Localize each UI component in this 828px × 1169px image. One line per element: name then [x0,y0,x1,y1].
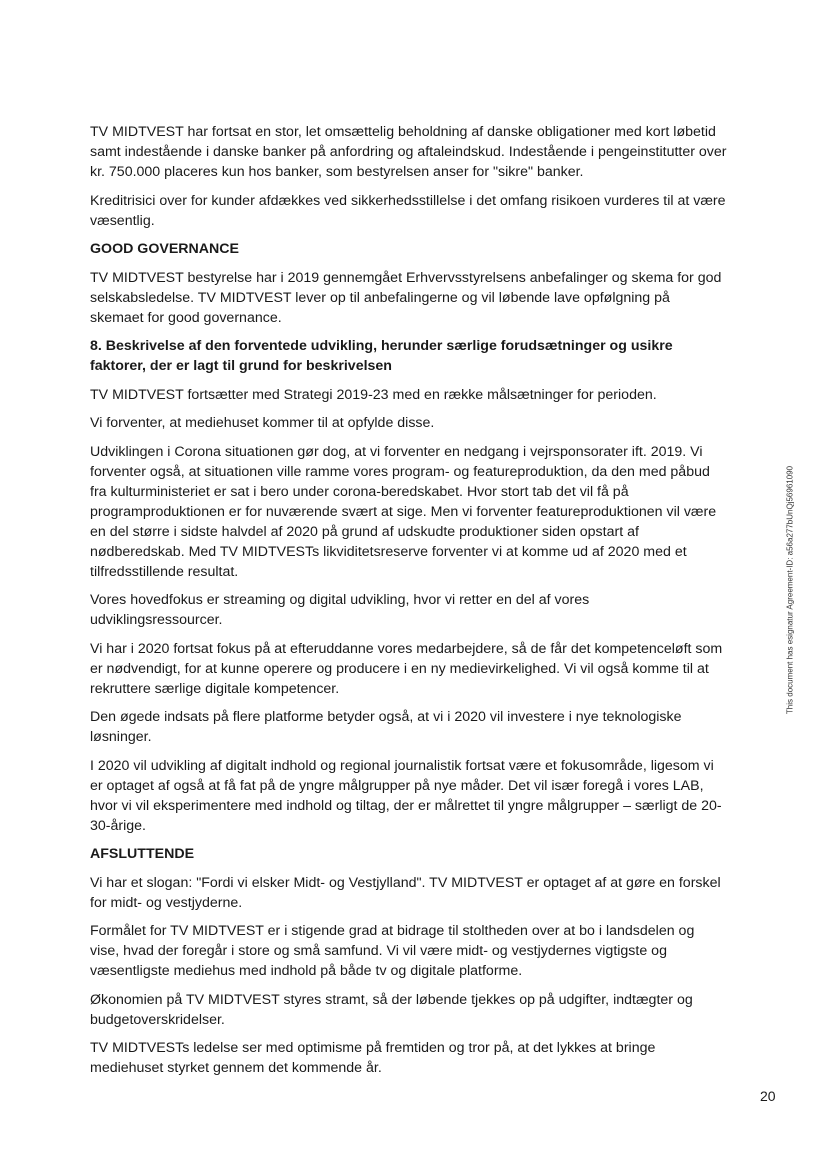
text-line: 30-årige. [90,817,146,834]
text-line: rekruttere særlige digitale kompetencer. [90,680,340,697]
text-line: for midt- og vestjyderne. [90,894,243,911]
text-line: AFSLUTTENDE [90,846,195,862]
text-line: TV MIDTVEST bestyrelse har i 2019 gennemgået Erhvervsstyrelsens anbefalinger og skema for god [90,269,722,286]
document-page [90,122,770,1087]
text-line: I 2020 vil udvikling af digitalt indhold og regional journalistik fortsat være et fokusområde, ligesom vi [90,757,714,774]
paragraph [90,385,770,405]
paragraph [90,990,770,1030]
text-line: udviklingsressourcer. [90,612,223,628]
text-line: Udviklingen i Corona situationen gør dog, at vi forventer en nedgang i vejrsponsorater ift. 2019. Vi [90,443,703,460]
text-line: programproduktionen er for nuværende svært at sige. Men vi forventer featureproduktionen vil være [90,503,717,520]
text-line: væsentlig. [90,212,155,229]
text-line: forventer også, at situationen ville ramme vores program- og featureproduktion, da den med påbud [90,463,710,480]
paragraph [90,413,770,433]
text-line: mediehuset styrket gennem det kommende år. [90,1060,382,1076]
text-line: Formålet for TV MIDTVEST er i stigende grad at bidrage til stoltheden over at bo i landsdelen og [90,923,695,939]
paragraph [90,707,770,747]
paragraph [90,442,770,582]
text-line: løsninger. [90,729,152,745]
text-line: Vores hovedfokus er streaming og digital udvikling, hvor vi retter en del af vores [90,592,590,608]
paragraph [90,122,770,182]
text-line: selskabsledelse. TV MIDTVEST lever op til anbefalingerne og vil løbende lave opfølgning på [90,289,670,306]
text-line: væsentligste mediehus med indhold på både tv og digitale platforme. [90,963,523,979]
text-line: er nødvendigt, for at kunne operere og producere i en ny medievirkelighed. Vi vil også komme til at [90,660,709,677]
section-heading [90,336,770,376]
text-line: TV MIDTVEST fortsætter med Strategi 2019-23 med en række målsætninger for perioden. [90,386,657,403]
paragraph [90,268,770,328]
text-line: Den øgede indsats på flere platforme betyder også, at vi i 2020 vil investere i nye teknologiske [90,709,682,725]
section-heading [90,844,770,864]
paragraph [90,191,770,231]
text-line: GOOD GOVERNANCE [90,241,239,257]
paragraph [90,873,770,913]
text-line: hvor vi vil eksperimentere med indhold og tiltag, der er målrettet til yngre målgrupper – særligt de 20- [90,797,722,814]
text-line: Kreditrisici over for kunder afdækkes ved sikkerhedsstillelse i det omfang risikoen vurderes til at være [90,192,726,209]
page-number: 20 [760,1088,776,1104]
paragraph [90,921,770,981]
text-line: faktorer, der er lagt til grund for beskrivelsen [90,358,392,374]
esignatur-side-note: This document has esignatur Agreement-ID: a56a277bUnQj56961090 [785,465,795,715]
text-line: Økonomien på TV MIDTVEST styres stramt, så der løbende tjekkes op på udgifter, indtægter og [90,991,693,1008]
text-line: tilfredsstillende resultat. [90,563,239,580]
text-line: Vi har i 2020 fortsat fokus på at efteruddanne vores medarbejdere, så de får det kompetenceløft som [90,640,723,657]
text-line: budgetoverskridelser. [90,1011,225,1028]
text-line: en del større i sidste halvdel af 2020 på grund af udskudte produktioner siden opstart af [90,523,639,540]
text-line: TV MIDTVEST har fortsat en stor, let omsættelig beholdning af danske obligationer med kort løbetid [90,124,716,140]
text-line: er optaget af også at få fat på de yngre målgrupper på nye måder. Det vil især foregå i vores LAB, [90,777,704,794]
text-line: Vi forventer, at mediehuset kommer til at opfylde disse. [90,415,435,431]
text-line: skemaet for good governance. [90,309,282,326]
section-heading [90,239,770,259]
text-line: TV MIDTVESTs ledelse ser med optimisme på fremtiden og tror på, at det lykkes at bringe [90,1040,656,1056]
paragraph [90,639,770,699]
text-line: Vi har et slogan: "Fordi vi elsker Midt- og Vestjylland". TV MIDTVEST er optaget af at gøre en forskel [90,874,721,891]
text-line: vise, hvad der foregår i store og små samfund. Vi vil være midt- og vestjydernes vigtigste og [90,943,667,959]
text-line: kr. 750.000 placeres kun hos banker, som bestyrelsen anser for "sikre" banker. [90,164,584,180]
text-line: 8. Beskrivelse af den forventede udvikling, herunder særlige forudsætninger og usikre [90,338,673,354]
text-line: fra kulturministeriet er sat i bero under corona-beredskabet. Hvor stort tab det vil få på [90,483,629,500]
paragraph [90,590,770,630]
paragraph [90,756,770,836]
text-line: samt indestående i danske banker på anfordring og aftaleindskud. Indestående i pengeinstitutter over [90,144,727,160]
paragraph [90,1038,770,1078]
text-line: nødberedskab. Med TV MIDTVESTs likviditetsreserve forventer vi at komme ud af 2020 med et [90,543,687,560]
